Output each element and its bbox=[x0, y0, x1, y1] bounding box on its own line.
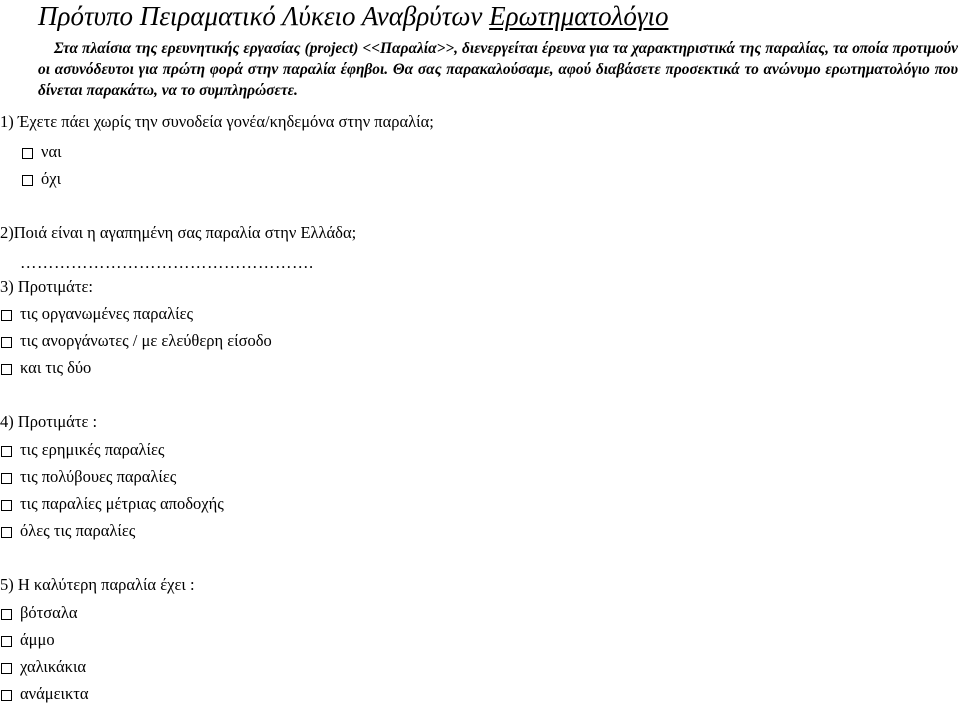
q5-option-sand[interactable] bbox=[1, 630, 55, 650]
checkbox[interactable] bbox=[1, 473, 12, 484]
q3-option-both[interactable] bbox=[1, 358, 91, 378]
option-label: τις πολύβουες παραλίες bbox=[20, 467, 177, 486]
q5-option-mixed[interactable] bbox=[1, 684, 89, 704]
question-5: 5) Η καλύτερη παραλία έχει : bbox=[0, 575, 195, 594]
option-label: και τις δύο bbox=[20, 358, 92, 377]
title-school: Πρότυπο Πειραματικό Λύκειο Αναβρύτων bbox=[38, 1, 483, 31]
option-label: όλες τις παραλίες bbox=[20, 521, 136, 540]
q4-option-moderate[interactable] bbox=[1, 494, 224, 514]
option-label: ναι bbox=[41, 142, 62, 161]
title-questionnaire: Ερωτηματολόγιο bbox=[489, 1, 669, 31]
q1-option-yes[interactable] bbox=[22, 142, 62, 162]
option-label: τις οργανωμένες παραλίες bbox=[20, 304, 194, 323]
checkbox[interactable] bbox=[1, 527, 12, 538]
question-4: 4) Προτιμάτε : bbox=[0, 412, 98, 431]
question-1: 1) Έχετε πάει χωρίς την συνοδεία γονέα/κηδεμόνα στην παραλία; bbox=[0, 112, 434, 131]
option-label: τις ανοργάνωτες / με ελεύθερη είσοδο bbox=[20, 331, 272, 350]
checkbox[interactable] bbox=[1, 690, 12, 701]
checkbox[interactable] bbox=[22, 175, 33, 186]
checkbox[interactable] bbox=[1, 609, 12, 620]
q4-option-crowded[interactable] bbox=[1, 467, 176, 487]
option-label: όχι bbox=[41, 169, 62, 188]
question-3: 3) Προτιμάτε: bbox=[0, 277, 93, 296]
q3-option-unorganized[interactable] bbox=[1, 331, 272, 351]
checkbox[interactable] bbox=[1, 500, 12, 511]
checkbox[interactable] bbox=[1, 364, 12, 375]
q4-option-deserted[interactable] bbox=[1, 440, 164, 460]
q5-option-pebbles[interactable] bbox=[1, 603, 77, 623]
q4-option-all[interactable] bbox=[1, 521, 135, 541]
q5-option-gravel[interactable] bbox=[1, 657, 86, 677]
q2-answer-line[interactable]: ……………………………………………. bbox=[20, 253, 314, 272]
checkbox[interactable] bbox=[1, 663, 12, 674]
checkbox[interactable] bbox=[1, 337, 12, 348]
option-label: ανάμεικτα bbox=[20, 684, 89, 703]
intro-paragraph: Στα πλαίσια της ερευνητικής εργασίας (project) <<Παραλία>>, διενεργείται έρευνα για τα χαρακτηριστικά της παραλίας, τα οποία προτιμούν οι ασυνόδευτοι για πρώτη φορά στην παραλία έφηβοι. Θα σας παρακαλούσαμε, αφού διαβάσετε προσεκτικά το ανώνυμο ερωτηματολόγιο που δίνεται παρακάτω, να το συμπληρώσετε. bbox=[38, 40, 958, 99]
checkbox[interactable] bbox=[22, 148, 33, 159]
checkbox[interactable] bbox=[1, 446, 12, 457]
checkbox[interactable] bbox=[1, 636, 12, 647]
option-label: βότσαλα bbox=[20, 603, 78, 622]
option-label: τις ερημικές παραλίες bbox=[20, 440, 165, 459]
page-title bbox=[38, 0, 668, 32]
option-label: τις παραλίες μέτριας αποδοχής bbox=[20, 494, 224, 513]
option-label: άμμο bbox=[20, 630, 55, 649]
option-label: χαλικάκια bbox=[20, 657, 87, 676]
q3-option-organized[interactable] bbox=[1, 304, 193, 324]
checkbox[interactable] bbox=[1, 310, 12, 321]
question-2: 2)Ποιά είναι η αγαπημένη σας παραλία στην Ελλάδα; bbox=[0, 223, 357, 242]
q1-option-no[interactable] bbox=[22, 169, 61, 189]
